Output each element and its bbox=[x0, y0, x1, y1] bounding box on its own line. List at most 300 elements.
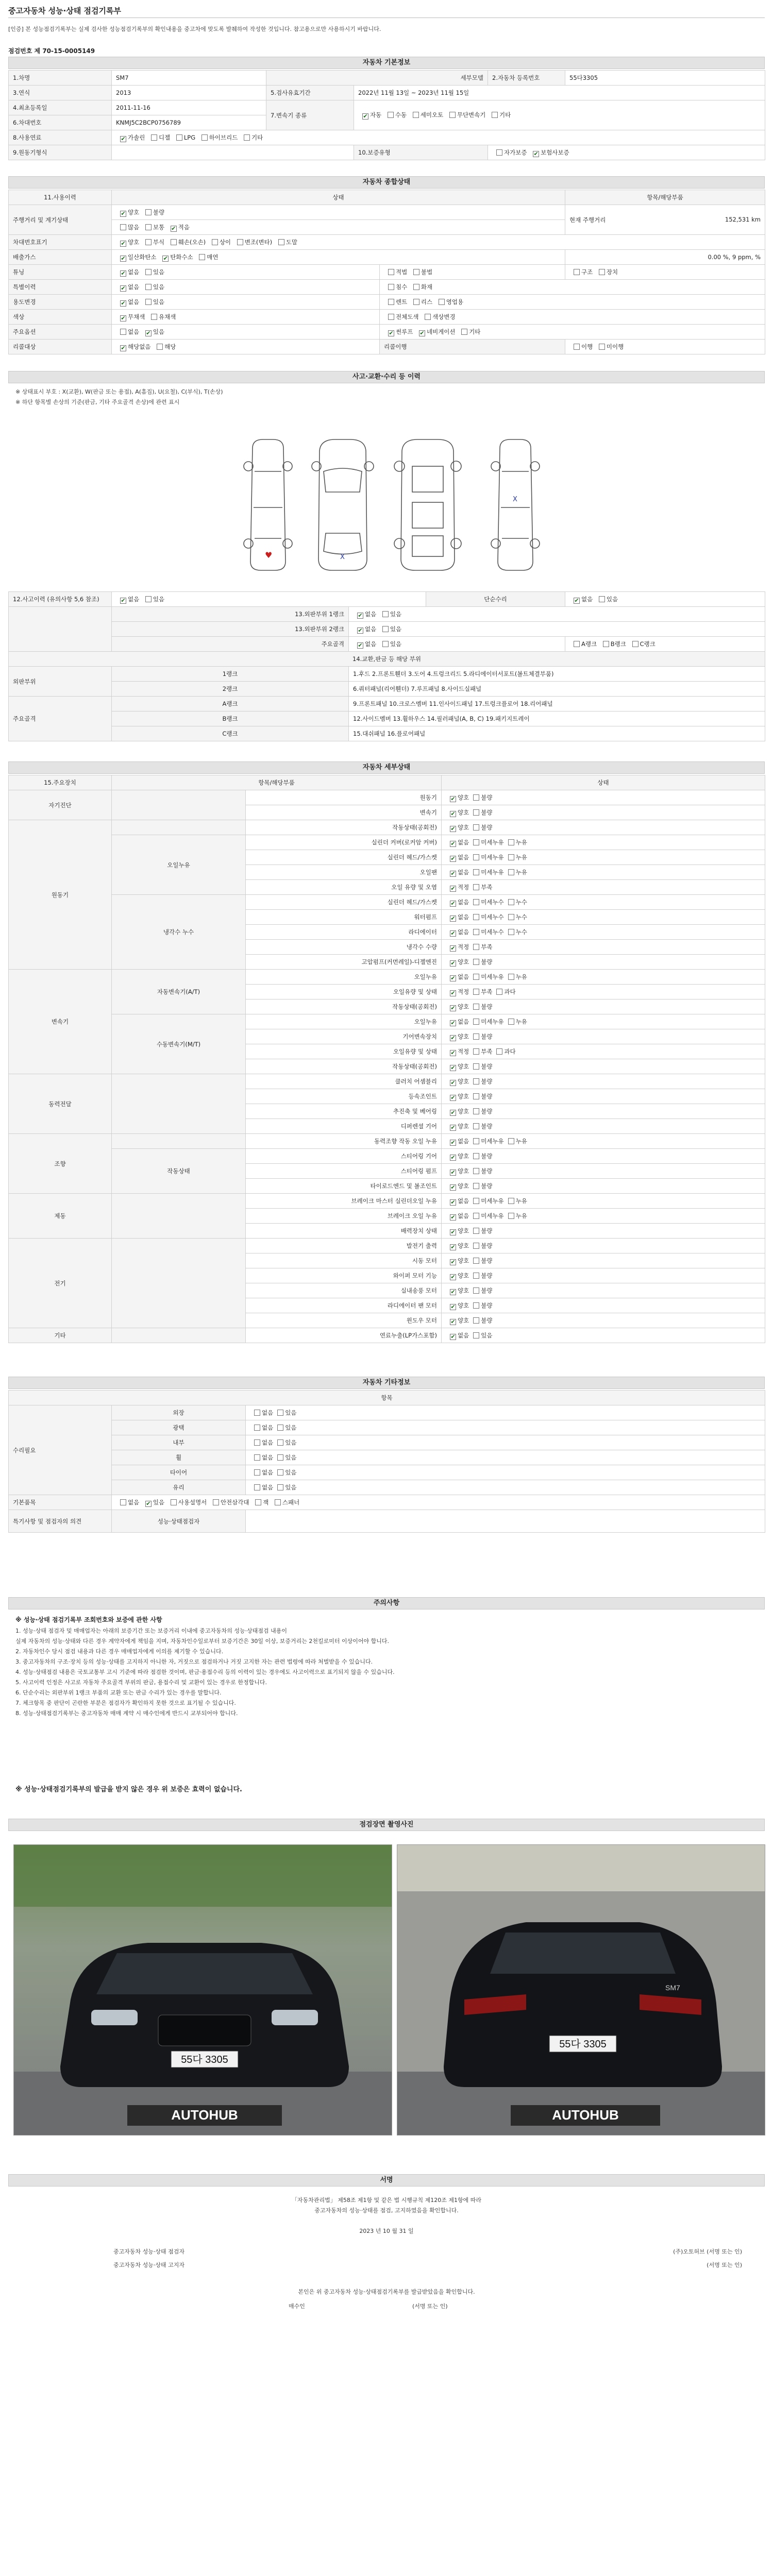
detail-status bbox=[442, 925, 765, 940]
header-item: 항목/해당부품 bbox=[565, 190, 765, 205]
checkbox-frame-none[interactable] bbox=[357, 642, 363, 649]
detail-status-checkbox[interactable] bbox=[473, 1093, 479, 1099]
checkbox-vin-damage[interactable] bbox=[171, 239, 177, 245]
detail-status-checkbox[interactable] bbox=[450, 1229, 456, 1235]
opt-gauge-bad: 불량 bbox=[153, 208, 165, 216]
checkbox-glass-yes[interactable] bbox=[277, 1484, 283, 1490]
checkbox-recall-done[interactable] bbox=[574, 344, 580, 350]
detail-status-checkbox[interactable] bbox=[450, 1050, 456, 1056]
detail-item: 작동상태(공회전) bbox=[246, 820, 442, 835]
detail-row bbox=[9, 1328, 765, 1343]
checkbox-vin-painted[interactable] bbox=[278, 239, 284, 245]
detail-subgroup: 자동변속기(A/T) bbox=[112, 970, 246, 1014]
detail-status-checkbox[interactable] bbox=[450, 1274, 456, 1280]
detail-subgroup bbox=[112, 1194, 246, 1239]
checkbox-transmission-manual[interactable] bbox=[388, 112, 394, 118]
simple-repair-options bbox=[565, 592, 765, 607]
detail-status-option: 부족 bbox=[481, 943, 493, 951]
extra-label-glass: 유리 bbox=[112, 1480, 246, 1495]
checkbox-items-yes[interactable] bbox=[145, 1501, 152, 1507]
detail-status-checkbox[interactable] bbox=[450, 1095, 456, 1101]
detail-status bbox=[442, 1268, 765, 1283]
detail-status-checkbox[interactable] bbox=[473, 809, 479, 816]
detail-status-option: 양호 bbox=[458, 1107, 469, 1115]
checkbox-tire-yes[interactable] bbox=[277, 1469, 283, 1476]
detail-item: 작동상태(공회전) bbox=[246, 999, 442, 1014]
checkbox-rank1-yes[interactable] bbox=[382, 611, 389, 617]
detail-status-option: 없음 bbox=[458, 928, 469, 936]
detail-status-checkbox[interactable] bbox=[450, 1080, 456, 1086]
label-outer-panel: 외판부위 bbox=[9, 667, 112, 697]
checkbox-mileage-many[interactable] bbox=[120, 224, 126, 230]
detail-subgroup bbox=[112, 1134, 246, 1149]
sign-inspector-name: (주)오토허브 (서명 또는 인) bbox=[673, 2248, 742, 2255]
opt-wheel-yes: 있음 bbox=[285, 1454, 297, 1461]
checkbox-mileage-few[interactable] bbox=[171, 226, 177, 232]
detail-status bbox=[442, 805, 765, 820]
checkbox-transmission-semi[interactable] bbox=[413, 112, 419, 118]
detail-status-checkbox[interactable] bbox=[473, 1063, 479, 1070]
detail-status-checkbox[interactable] bbox=[473, 899, 479, 905]
checkbox-gloss-yes[interactable] bbox=[277, 1425, 283, 1431]
detail-status-checkbox[interactable] bbox=[450, 1170, 456, 1176]
detail-row bbox=[9, 835, 765, 850]
detail-status-checkbox[interactable] bbox=[473, 1138, 479, 1144]
detail-status-option: 누유 bbox=[515, 853, 527, 861]
opt-recall-not-done: 미이행 bbox=[606, 343, 624, 350]
detail-status-checkbox[interactable] bbox=[473, 1332, 479, 1338]
checkbox-exterior-yes[interactable] bbox=[277, 1410, 283, 1416]
checkbox-usage-yes[interactable] bbox=[145, 299, 152, 305]
special-history-kind-options bbox=[380, 280, 765, 295]
checkbox-rent[interactable] bbox=[388, 299, 394, 305]
checkbox-frame-c[interactable] bbox=[632, 641, 638, 647]
label-exchange-state bbox=[9, 607, 112, 652]
detail-status-checkbox[interactable] bbox=[496, 1048, 502, 1055]
checkbox-gauge-bad[interactable] bbox=[145, 209, 152, 215]
checkbox-fuel-lpg[interactable] bbox=[176, 134, 182, 141]
checkbox-repair-none[interactable] bbox=[574, 598, 580, 604]
detail-subgroup bbox=[112, 790, 246, 820]
detail-status-checkbox[interactable] bbox=[473, 914, 479, 920]
detail-status-checkbox[interactable] bbox=[473, 1078, 479, 1084]
detail-status-checkbox[interactable] bbox=[473, 839, 479, 845]
detail-status-checkbox[interactable] bbox=[473, 1033, 479, 1040]
sign-inspector-label: 중고자동차 성능·상태 점검자 bbox=[113, 2248, 185, 2255]
emission-options bbox=[112, 250, 565, 265]
detail-status-checkbox[interactable] bbox=[450, 1035, 456, 1041]
detail-group: 기타 bbox=[9, 1328, 112, 1343]
outer-rank1-options bbox=[349, 607, 765, 622]
checkbox-gloss-none[interactable] bbox=[254, 1425, 260, 1431]
detail-status-checkbox[interactable] bbox=[450, 1319, 456, 1325]
checkbox-special-yes[interactable] bbox=[145, 284, 152, 290]
detail-group: 제동 bbox=[9, 1194, 112, 1239]
checkbox-recall-na[interactable] bbox=[120, 345, 126, 351]
checkbox-fire[interactable] bbox=[413, 284, 419, 290]
detail-status-checkbox[interactable] bbox=[473, 1123, 479, 1129]
checkbox-wheel-none[interactable] bbox=[254, 1454, 260, 1461]
checkbox-color-change[interactable] bbox=[425, 314, 431, 320]
detail-status-checkbox[interactable] bbox=[473, 959, 479, 965]
recall-options bbox=[112, 340, 380, 354]
checkbox-tuning-legal[interactable] bbox=[388, 269, 394, 275]
checkbox-vin-good[interactable] bbox=[120, 241, 126, 247]
checkbox-tuning-illegal[interactable] bbox=[413, 269, 419, 275]
detail-status-option: 적정 bbox=[458, 1047, 469, 1055]
detail-status-option: 양호 bbox=[458, 958, 469, 965]
detail-status bbox=[442, 880, 765, 895]
checkbox-tuning-structure[interactable] bbox=[574, 269, 580, 275]
checkbox-wheel-yes[interactable] bbox=[277, 1454, 283, 1461]
detail-status-checkbox[interactable] bbox=[473, 1108, 479, 1114]
checkbox-items-triangle[interactable] bbox=[213, 1499, 219, 1505]
detail-status bbox=[442, 1253, 765, 1268]
checkbox-warranty-self[interactable] bbox=[496, 149, 502, 156]
detail-item: 고압펌프(커먼레일)-디젤엔진 bbox=[246, 955, 442, 970]
detail-status-checkbox[interactable] bbox=[473, 1213, 479, 1219]
checkbox-rank2-none[interactable] bbox=[357, 628, 363, 634]
checkbox-frame-b[interactable] bbox=[603, 641, 609, 647]
opt-frame-b: B랭크 bbox=[610, 640, 626, 648]
detail-status-checkbox[interactable] bbox=[473, 1317, 479, 1324]
opt-interior-yes: 있음 bbox=[285, 1439, 297, 1446]
section-photos: 점검장면 촬영사진 bbox=[8, 1819, 765, 1831]
detail-item: 오일팬 bbox=[246, 865, 442, 880]
detail-status-checkbox[interactable] bbox=[450, 1155, 456, 1161]
detail-status-option: 양호 bbox=[458, 793, 469, 801]
detail-status-checkbox[interactable] bbox=[450, 960, 456, 967]
checkbox-exterior-none[interactable] bbox=[254, 1410, 260, 1416]
detail-status-checkbox[interactable] bbox=[473, 869, 479, 875]
main-options-options bbox=[112, 325, 380, 340]
checkbox-fuel-other[interactable] bbox=[244, 134, 250, 141]
detail-status-checkbox[interactable] bbox=[473, 1287, 479, 1294]
opt-rank2-yes: 있음 bbox=[390, 625, 402, 633]
detail-status-checkbox[interactable] bbox=[473, 1168, 479, 1174]
checkbox-accident-yes[interactable] bbox=[145, 596, 152, 602]
detail-status bbox=[442, 1239, 765, 1253]
detail-status-checkbox[interactable] bbox=[508, 1213, 514, 1219]
detail-item: 실린더 헤드/가스켓 bbox=[246, 895, 442, 910]
opt-fuel-other: 기타 bbox=[251, 133, 263, 141]
detail-status-checkbox[interactable] bbox=[508, 1198, 514, 1204]
label-car-name: 1.차명 bbox=[9, 71, 112, 86]
checkbox-tuning-device[interactable] bbox=[599, 269, 605, 275]
warranty-options bbox=[488, 145, 765, 160]
checkbox-repair-yes[interactable] bbox=[599, 596, 605, 602]
opt-mileage-few: 적음 bbox=[178, 223, 190, 231]
detail-status-checkbox[interactable] bbox=[450, 1199, 456, 1206]
sign-statement-1: 「자동차관리법」 제58조 제1항 및 같은 법 시행규칙 제120조 제1항에 따라 bbox=[291, 2197, 482, 2204]
checkbox-special-none[interactable] bbox=[120, 285, 126, 292]
detail-item: 기어변속장치 bbox=[246, 1029, 442, 1044]
detail-subgroup bbox=[112, 1328, 246, 1343]
opt-gloss-none: 없음 bbox=[262, 1424, 274, 1431]
detail-item: 오일 유량 및 오염 bbox=[246, 880, 442, 895]
detail-status-checkbox[interactable] bbox=[508, 854, 514, 860]
detail-status-checkbox[interactable] bbox=[450, 1244, 456, 1250]
checkbox-mileage-normal[interactable] bbox=[145, 224, 152, 230]
detail-status-checkbox[interactable] bbox=[473, 854, 479, 860]
detail-status-checkbox[interactable] bbox=[473, 989, 479, 995]
extra-label-exterior: 외장 bbox=[112, 1405, 246, 1420]
label-fuel: 8.사용연료 bbox=[9, 130, 112, 145]
detail-status-option: 불량 bbox=[481, 1272, 493, 1279]
detail-status-checkbox[interactable] bbox=[508, 1138, 514, 1144]
checkbox-chromatic[interactable] bbox=[151, 314, 157, 320]
tuning-kind-options bbox=[565, 265, 765, 280]
detail-status-checkbox[interactable] bbox=[450, 1005, 456, 1011]
checkbox-full-paint[interactable] bbox=[388, 314, 394, 320]
detail-status-checkbox[interactable] bbox=[473, 1198, 479, 1204]
checkbox-options-yes[interactable] bbox=[145, 330, 152, 336]
detail-status-option: 누유 bbox=[515, 1018, 527, 1025]
detail-status-option: 누유 bbox=[515, 1212, 527, 1219]
opt-flood: 침수 bbox=[396, 283, 408, 291]
checkbox-fuel-gasoline[interactable] bbox=[120, 136, 126, 142]
detail-status-checkbox[interactable] bbox=[496, 989, 502, 995]
checkbox-emission-co[interactable] bbox=[120, 256, 126, 262]
checkbox-accident-none[interactable] bbox=[120, 598, 126, 604]
detail-status-checkbox[interactable] bbox=[450, 916, 456, 922]
detail-status-checkbox[interactable] bbox=[473, 794, 479, 801]
detail-status-checkbox[interactable] bbox=[450, 1289, 456, 1295]
checkbox-options-other[interactable] bbox=[461, 329, 467, 335]
caution-line: 8. 성능·상태점검기록부는 중고자동차 매매 계약 시 매수인에게 반드시 교부되어야 합니다. bbox=[15, 1710, 238, 1717]
detail-status-checkbox[interactable] bbox=[473, 1004, 479, 1010]
sign-dealer-label: 중고자동차 성능·상태 고지자 bbox=[113, 2262, 185, 2268]
checkbox-vin-altered[interactable] bbox=[237, 239, 243, 245]
value-current-mileage: 152,531 km bbox=[725, 215, 761, 223]
opt-tuning-structure: 구조 bbox=[581, 268, 593, 276]
checkbox-rank2-yes[interactable] bbox=[382, 626, 389, 632]
detail-status-option: 불량 bbox=[481, 1152, 493, 1160]
detail-status-checkbox[interactable] bbox=[473, 929, 479, 935]
checkbox-transmission-other[interactable] bbox=[492, 112, 498, 118]
detail-status-checkbox[interactable] bbox=[450, 871, 456, 877]
checkbox-items-jack[interactable] bbox=[255, 1499, 261, 1505]
checkbox-options-none[interactable] bbox=[120, 329, 126, 335]
detail-status-checkbox[interactable] bbox=[508, 839, 514, 845]
opt-options-yes: 있음 bbox=[153, 328, 165, 335]
detail-status-checkbox[interactable] bbox=[508, 869, 514, 875]
label-inspector-opinion: 성능·상태점검자 bbox=[112, 1510, 246, 1533]
detail-item: 작동상태(공회전) bbox=[246, 1059, 442, 1074]
opt-rank1-none: 없음 bbox=[365, 610, 377, 618]
detail-status-checkbox[interactable] bbox=[473, 1228, 479, 1234]
detail-status-option: 불량 bbox=[481, 808, 493, 816]
opt-special-yes: 있음 bbox=[153, 283, 165, 291]
checkbox-interior-yes[interactable] bbox=[277, 1439, 283, 1446]
detail-status-option: 없음 bbox=[458, 1212, 469, 1219]
checkbox-tire-none[interactable] bbox=[254, 1469, 260, 1476]
opt-options-other: 기타 bbox=[469, 328, 481, 335]
detail-status-checkbox[interactable] bbox=[450, 1214, 456, 1221]
detail-status-checkbox[interactable] bbox=[473, 884, 479, 890]
detail-status-checkbox[interactable] bbox=[508, 974, 514, 980]
detail-status-checkbox[interactable] bbox=[450, 856, 456, 862]
detail-status-checkbox[interactable] bbox=[450, 1020, 456, 1026]
detail-status-checkbox[interactable] bbox=[473, 1183, 479, 1189]
opt-items-jack: 잭 bbox=[263, 1498, 269, 1506]
checkbox-tuning-none[interactable] bbox=[120, 270, 126, 277]
detail-status-option: 미세누수 bbox=[481, 913, 504, 921]
detail-status bbox=[442, 1164, 765, 1179]
detail-status-checkbox[interactable] bbox=[473, 1048, 479, 1055]
checkbox-achromatic[interactable] bbox=[120, 315, 126, 321]
detail-status-checkbox[interactable] bbox=[473, 1153, 479, 1159]
detail-status-checkbox[interactable] bbox=[450, 1184, 456, 1191]
checkbox-vin-mismatch[interactable] bbox=[212, 239, 218, 245]
detail-status-checkbox[interactable] bbox=[508, 929, 514, 935]
detail-status-checkbox[interactable] bbox=[450, 1259, 456, 1265]
detail-status-option: 누유 bbox=[515, 868, 527, 876]
vin-marking-options bbox=[112, 235, 765, 250]
detail-status-checkbox[interactable] bbox=[450, 826, 456, 832]
checkbox-frame-a[interactable] bbox=[574, 641, 580, 647]
detail-status bbox=[442, 1119, 765, 1134]
document-number: 점검번호 제 70-15-0005149 bbox=[8, 47, 95, 55]
value-engine-type bbox=[112, 145, 354, 160]
car-bottom-view bbox=[394, 439, 461, 570]
header-state: 상태 bbox=[112, 190, 565, 205]
detail-status-checkbox[interactable] bbox=[450, 945, 456, 952]
checkbox-commercial[interactable] bbox=[439, 299, 445, 305]
checkbox-items-none[interactable] bbox=[120, 1499, 126, 1505]
checkbox-items-spanner[interactable] bbox=[275, 1499, 281, 1505]
checkbox-transmission-auto[interactable] bbox=[362, 113, 368, 120]
checkbox-flood[interactable] bbox=[388, 284, 394, 290]
detail-status-checkbox[interactable] bbox=[473, 824, 479, 831]
detail-status-checkbox[interactable] bbox=[450, 1125, 456, 1131]
detail-status-checkbox[interactable] bbox=[508, 899, 514, 905]
detail-status-checkbox[interactable] bbox=[450, 1140, 456, 1146]
detail-status bbox=[442, 1104, 765, 1119]
checkbox-gauge-good[interactable] bbox=[120, 211, 126, 217]
checkbox-fuel-diesel[interactable] bbox=[151, 134, 157, 141]
checkbox-sunroof[interactable] bbox=[388, 330, 394, 336]
document-title: 중고자동차 성능·상태 점검기록부 bbox=[8, 6, 122, 15]
detail-status-checkbox[interactable] bbox=[450, 930, 456, 937]
checkbox-usage-none[interactable] bbox=[120, 300, 126, 307]
detail-status-option: 누수 bbox=[515, 898, 527, 906]
opt-tuning-yes: 있음 bbox=[153, 268, 165, 276]
opinion-value[interactable] bbox=[246, 1510, 765, 1533]
damage-mark-x-top: X bbox=[340, 553, 345, 561]
detail-status-checkbox[interactable] bbox=[508, 1019, 514, 1025]
rank-b-parts: 12.사이드멤버 13.휠하우스 14.필러패널(A, B, C) 19.패키지트레이 bbox=[349, 711, 765, 726]
checkbox-tuning-yes[interactable] bbox=[145, 269, 152, 275]
photo-front-image bbox=[14, 1845, 392, 2136]
detail-status-checkbox[interactable] bbox=[473, 1302, 479, 1309]
opt-lease: 리스 bbox=[421, 298, 433, 306]
checkbox-navigation[interactable] bbox=[419, 330, 425, 336]
rank-1-parts: 1.후드 2.프론트휀더 3.도어 4.트렁크리드 5.라디에이터서포트(볼트체결부품) bbox=[349, 667, 765, 682]
accident-legend-2: ※ 하단 항목별 손상의 기준(판금, 기타 주요골격 손상)에 관련 표시 bbox=[15, 399, 180, 405]
detail-status-option: 누유 bbox=[515, 973, 527, 980]
detail-status-checkbox[interactable] bbox=[450, 1304, 456, 1310]
checkbox-fuel-hybrid[interactable] bbox=[201, 134, 208, 141]
detail-status-checkbox[interactable] bbox=[450, 886, 456, 892]
detail-status-option: 적정 bbox=[458, 988, 469, 995]
detail-status-checkbox[interactable] bbox=[450, 811, 456, 817]
label-main-options: 주요옵션 bbox=[9, 325, 112, 340]
detail-status-checkbox[interactable] bbox=[473, 1019, 479, 1025]
detail-status-checkbox[interactable] bbox=[450, 975, 456, 981]
detail-status-checkbox[interactable] bbox=[450, 796, 456, 802]
checkbox-glass-none[interactable] bbox=[254, 1484, 260, 1490]
checkbox-vin-corrosion[interactable] bbox=[145, 239, 152, 245]
detail-status-option: 불량 bbox=[481, 1227, 493, 1234]
checkbox-transmission-cvt[interactable] bbox=[449, 112, 456, 118]
checkbox-emission-smoke[interactable] bbox=[199, 254, 205, 260]
detail-status-checkbox[interactable] bbox=[450, 990, 456, 996]
detail-row bbox=[9, 1074, 765, 1089]
detail-row bbox=[9, 820, 765, 835]
opt-transmission-cvt: 무단변속기 bbox=[457, 111, 486, 118]
detail-status bbox=[442, 1029, 765, 1044]
label-inspection-validity: 5.검사유효기간 bbox=[266, 86, 354, 100]
checkbox-emission-hc[interactable] bbox=[162, 256, 169, 262]
detail-status-checkbox[interactable] bbox=[450, 901, 456, 907]
label-sub-model: 세부모델 bbox=[266, 71, 488, 86]
detail-item: 스티어링 기어 bbox=[246, 1149, 442, 1164]
basic-info-table bbox=[8, 70, 765, 160]
opt-frame-yes: 있음 bbox=[390, 640, 402, 648]
checkbox-lease[interactable] bbox=[413, 299, 419, 305]
detail-status-checkbox[interactable] bbox=[473, 974, 479, 980]
opt-items-yes: 있음 bbox=[153, 1498, 165, 1506]
checkbox-recall-not-done[interactable] bbox=[599, 344, 605, 350]
detail-status-checkbox[interactable] bbox=[508, 914, 514, 920]
opt-warranty-self: 자가보증 bbox=[504, 148, 527, 156]
damage-mark-w: ♥ bbox=[265, 550, 273, 560]
detail-status-checkbox[interactable] bbox=[473, 1243, 479, 1249]
checkbox-rank1-none[interactable] bbox=[357, 613, 363, 619]
opt-options-none: 없음 bbox=[128, 328, 140, 335]
label-year: 3.연식 bbox=[9, 86, 112, 100]
checkbox-items-manual[interactable] bbox=[171, 1499, 177, 1505]
photo-rear bbox=[397, 1844, 765, 2136]
detail-status bbox=[442, 955, 765, 970]
detail-status-checkbox[interactable] bbox=[450, 841, 456, 847]
opt-rank1-yes: 있음 bbox=[390, 610, 402, 618]
checkbox-interior-none[interactable] bbox=[254, 1439, 260, 1446]
detail-status bbox=[442, 1313, 765, 1328]
cautions-head: ※ 성능·상태 점검기록부 조회번호와 보증에 관한 사항 bbox=[15, 1616, 162, 1623]
detail-status-option: 양호 bbox=[458, 1077, 469, 1085]
opt-glass-yes: 있음 bbox=[285, 1484, 297, 1491]
checkbox-warranty-insurer[interactable] bbox=[533, 151, 539, 157]
detail-status-checkbox[interactable] bbox=[473, 944, 479, 950]
caution-line: 실제 자동차의 성능·상태와 다른 경우 계약자에게 책임을 지며, 자동차인수일로부터 보증기간은 30일 이상, 보증거리는 2천킬로미터 이상이어야 합니다. bbox=[15, 1638, 389, 1645]
detail-item: 오일누유 bbox=[246, 1014, 442, 1029]
detail-status-checkbox[interactable] bbox=[473, 1258, 479, 1264]
checkbox-recall-yes[interactable] bbox=[157, 344, 163, 350]
detail-status-checkbox[interactable] bbox=[450, 1065, 456, 1071]
detail-item: 등속조인트 bbox=[246, 1089, 442, 1104]
detail-status-checkbox[interactable] bbox=[473, 1273, 479, 1279]
basic-items-options bbox=[112, 1495, 765, 1510]
cautions-block bbox=[15, 1615, 758, 1719]
detail-status-checkbox[interactable] bbox=[450, 1110, 456, 1116]
checkbox-frame-yes[interactable] bbox=[382, 641, 389, 647]
detail-status-option: 불량 bbox=[481, 793, 493, 801]
detail-status-option: 없음 bbox=[458, 1197, 469, 1205]
detail-status-option: 없음 bbox=[458, 1018, 469, 1025]
detail-status-checkbox[interactable] bbox=[450, 1334, 456, 1340]
